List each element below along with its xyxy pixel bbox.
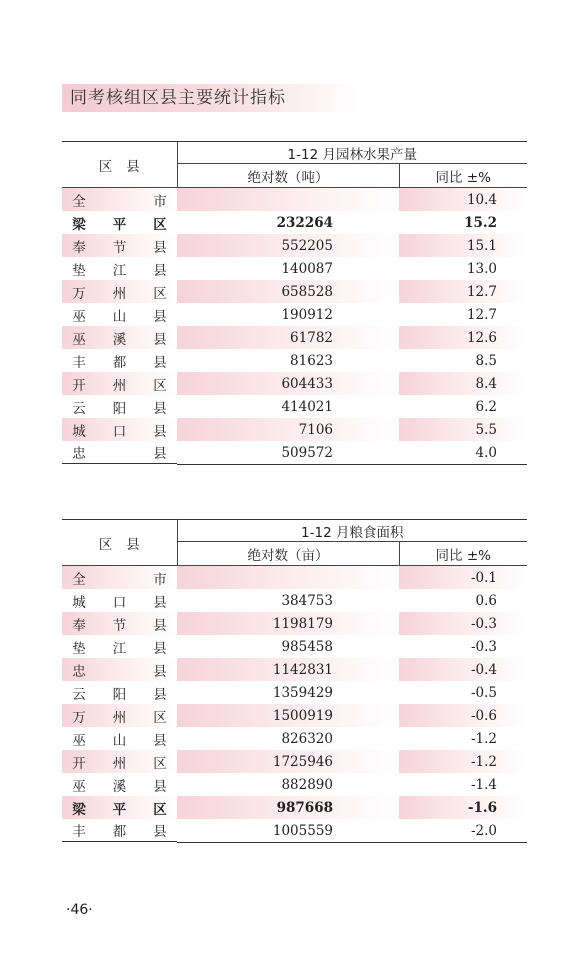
region-name-char: 口 — [112, 423, 127, 440]
region-name-char: 开 — [72, 377, 86, 394]
yoy-change-header: 同比 ±% — [399, 542, 527, 566]
region-name-char: 市 — [153, 193, 167, 210]
region-name-char: 平 — [112, 216, 127, 233]
region-name-char: 城 — [72, 423, 86, 440]
region-name-cell — [62, 349, 177, 372]
page-number: ·46· — [66, 902, 93, 918]
region-name-cell — [62, 303, 177, 326]
region-name-cell — [62, 211, 177, 234]
region-name-cell — [62, 395, 177, 418]
region-header: 区县 — [62, 142, 177, 188]
region-name-char: 区 — [153, 216, 167, 233]
region-name-char: 县 — [153, 400, 167, 417]
region-name-char: 云 — [72, 686, 86, 703]
table-row — [62, 303, 527, 326]
region-name-char: 平 — [112, 801, 127, 818]
region-name-cell — [62, 796, 177, 819]
region-name-cell — [62, 819, 177, 842]
region-name-char: 县 — [153, 732, 167, 749]
table-row — [62, 441, 527, 465]
region-name-cell — [62, 188, 177, 211]
table-row — [62, 234, 527, 257]
absolute-value-cell: 384753 — [281, 592, 333, 609]
region-name-char: 县 — [153, 778, 167, 795]
region-name-char: 江 — [112, 262, 127, 279]
region-name-char: 万 — [72, 285, 86, 302]
table-row — [62, 727, 527, 750]
region-name-char: 忠 — [72, 446, 86, 462]
region-name-char: 奉 — [72, 239, 86, 256]
absolute-value-header: 绝对数（吨） — [177, 164, 399, 188]
region-name-char: 忠 — [72, 663, 86, 680]
region-name-char: 区 — [153, 801, 167, 818]
region-name-char: 垫 — [72, 640, 86, 657]
region-name-char: 县 — [153, 354, 167, 371]
yoy-change-cell: 12.7 — [399, 280, 527, 303]
region-name-char: 县 — [153, 617, 167, 634]
absolute-value-header: 绝对数（亩） — [177, 542, 399, 566]
region-name-char: 县 — [153, 331, 167, 348]
absolute-value-cell: 509572 — [177, 441, 399, 465]
region-name-char: 县 — [153, 686, 167, 703]
region-name-cell — [62, 750, 177, 773]
region-name-char: 垫 — [72, 262, 86, 279]
region-name-char: 节 — [112, 239, 127, 256]
yoy-change-cell: -0.3 — [470, 638, 497, 655]
region-name-char: 山 — [112, 732, 127, 749]
region-name-cell — [62, 612, 177, 635]
region-name-cell — [62, 658, 177, 681]
region-name-cell — [62, 727, 177, 750]
region-name-char: 山 — [112, 308, 127, 325]
absolute-value-cell: 1198179 — [177, 612, 399, 635]
absolute-value-cell — [177, 566, 399, 590]
region-name-char: 州 — [112, 709, 127, 726]
region-name-char: 都 — [112, 354, 127, 371]
region-name-char: 县 — [153, 423, 167, 440]
table-row — [62, 819, 527, 843]
region-name-cell — [62, 589, 177, 612]
table-row — [62, 188, 527, 212]
region-name-char: 阳 — [112, 686, 127, 703]
region-name-char: 云 — [72, 400, 86, 417]
region-name-cell — [62, 234, 177, 257]
region-name-char: 市 — [153, 571, 167, 588]
absolute-value-cell: 1142831 — [177, 658, 399, 681]
table-row — [62, 372, 527, 395]
region-name-char: 区 — [153, 755, 167, 772]
table-body — [62, 566, 527, 843]
table-row — [62, 704, 527, 727]
absolute-value-cell: 81623 — [290, 352, 333, 369]
absolute-value-cell: 7106 — [177, 418, 399, 441]
region-name-char: 县 — [153, 446, 167, 462]
region-name-cell — [62, 257, 177, 280]
region-name-cell — [62, 372, 177, 395]
fruit-output-table — [62, 141, 527, 465]
region-name-char: 州 — [112, 377, 127, 394]
table-row — [62, 395, 527, 418]
region-name-char: 万 — [72, 709, 86, 726]
yoy-change-cell: 0.6 — [475, 592, 497, 609]
yoy-change-cell: -1.2 — [399, 750, 527, 773]
region-name-cell — [62, 681, 177, 704]
region-name-char: 城 — [72, 594, 86, 611]
region-name-char: 丰 — [72, 824, 86, 840]
region-name-char: 巫 — [72, 732, 86, 749]
table-row — [62, 566, 527, 590]
region-name-char: 梁 — [72, 801, 86, 818]
region-name-char: 梁 — [72, 216, 86, 233]
region-name-cell — [62, 418, 177, 441]
yoy-change-cell: -0.5 — [470, 684, 497, 701]
absolute-value-cell: 826320 — [281, 730, 333, 747]
region-name-char: 奉 — [72, 617, 86, 634]
table-body — [62, 188, 527, 465]
region-name-char: 区 — [153, 709, 167, 726]
absolute-value-cell: 882890 — [281, 776, 333, 793]
region-name-char: 阳 — [112, 400, 127, 417]
region-name-char: 区 — [153, 285, 167, 302]
table-row — [62, 349, 527, 372]
region-name-char: 县 — [153, 640, 167, 657]
yoy-change-cell: 5.5 — [399, 418, 527, 441]
absolute-value-cell: 190912 — [281, 306, 333, 323]
absolute-value-cell: 1005559 — [177, 819, 399, 843]
yoy-change-header: 同比 ±% — [399, 164, 527, 188]
region-name-char: 县 — [153, 663, 167, 680]
table-row — [62, 280, 527, 303]
yoy-change-cell: 10.4 — [399, 188, 527, 212]
region-name-char: 溪 — [112, 778, 127, 795]
absolute-value-cell — [177, 188, 399, 212]
region-name-char: 县 — [153, 824, 167, 840]
yoy-change-cell: 15.1 — [399, 234, 527, 257]
region-name-cell — [62, 280, 177, 303]
table-row — [62, 773, 527, 796]
yoy-change-cell: -1.2 — [470, 730, 497, 747]
table-row — [62, 796, 527, 819]
region-name-char: 巫 — [72, 778, 86, 795]
region-name-cell — [62, 326, 177, 349]
region-name-char: 州 — [112, 755, 127, 772]
region-header: 区县 — [62, 520, 177, 566]
page-title: 同考核组区县主要统计指标 — [70, 88, 286, 108]
region-name-cell — [62, 704, 177, 727]
yoy-change-cell: 12.6 — [399, 326, 527, 349]
yoy-change-cell: -1.6 — [399, 796, 527, 819]
table-row — [62, 257, 527, 280]
yoy-change-cell: -0.4 — [399, 658, 527, 681]
region-name-char: 县 — [153, 308, 167, 325]
yoy-change-cell: 15.2 — [464, 214, 497, 231]
region-name-cell — [62, 635, 177, 658]
region-name-char: 全 — [72, 193, 86, 210]
table-row — [62, 211, 527, 234]
absolute-value-cell: 1500919 — [177, 704, 399, 727]
table-row — [62, 326, 527, 349]
yoy-change-cell: -2.0 — [399, 819, 527, 843]
absolute-value-cell: 1725946 — [177, 750, 399, 773]
table-row — [62, 658, 527, 681]
grain-area-table — [62, 519, 527, 843]
region-name-char: 区 — [153, 377, 167, 394]
yoy-change-cell: -1.4 — [470, 776, 497, 793]
region-name-char: 全 — [72, 571, 86, 588]
region-name-char: 县 — [153, 262, 167, 279]
absolute-value-cell: 604433 — [177, 372, 399, 395]
yoy-change-cell: 6.2 — [475, 398, 497, 415]
table-row — [62, 612, 527, 635]
yoy-change-cell: 8.4 — [399, 372, 527, 395]
region-name-char: 丰 — [72, 354, 86, 371]
table-row — [62, 681, 527, 704]
absolute-value-cell: 658528 — [177, 280, 399, 303]
region-name-cell — [62, 773, 177, 796]
yoy-change-cell: -0.1 — [399, 566, 527, 590]
table-row — [62, 635, 527, 658]
region-name-char: 巫 — [72, 308, 86, 325]
region-name-cell — [62, 566, 177, 589]
yoy-change-cell: -0.6 — [399, 704, 527, 727]
region-name-char: 开 — [72, 755, 86, 772]
region-name-char: 江 — [112, 640, 127, 657]
table-row — [62, 418, 527, 441]
region-name-cell — [62, 441, 177, 464]
region-name-char: 县 — [153, 239, 167, 256]
yoy-change-cell: 12.7 — [466, 306, 497, 323]
absolute-value-cell: 232264 — [276, 214, 333, 231]
table-row — [62, 589, 527, 612]
indicator-header: 1-12 月园林水果产量 — [177, 142, 527, 164]
table-row — [62, 750, 527, 773]
region-name-char: 口 — [112, 594, 127, 611]
absolute-value-cell: 985458 — [281, 638, 333, 655]
region-name-char: 节 — [112, 617, 127, 634]
region-name-char: 都 — [112, 824, 127, 840]
absolute-value-cell: 61782 — [177, 326, 399, 349]
yoy-change-cell: 13.0 — [466, 260, 497, 277]
region-name-char: 溪 — [112, 331, 127, 348]
absolute-value-cell: 552205 — [177, 234, 399, 257]
yoy-change-cell: 8.5 — [475, 352, 497, 369]
region-name-char: 县 — [153, 594, 167, 611]
absolute-value-cell: 1359429 — [272, 684, 333, 701]
indicator-header: 1-12 月粮食面积 — [177, 520, 527, 542]
yoy-change-cell: -0.3 — [399, 612, 527, 635]
absolute-value-cell: 140087 — [281, 260, 333, 277]
yoy-change-cell: 4.0 — [399, 441, 527, 465]
absolute-value-cell: 414021 — [281, 398, 333, 415]
region-name-char: 州 — [112, 285, 127, 302]
region-name-char: 巫 — [72, 331, 86, 348]
absolute-value-cell: 987668 — [177, 796, 399, 819]
